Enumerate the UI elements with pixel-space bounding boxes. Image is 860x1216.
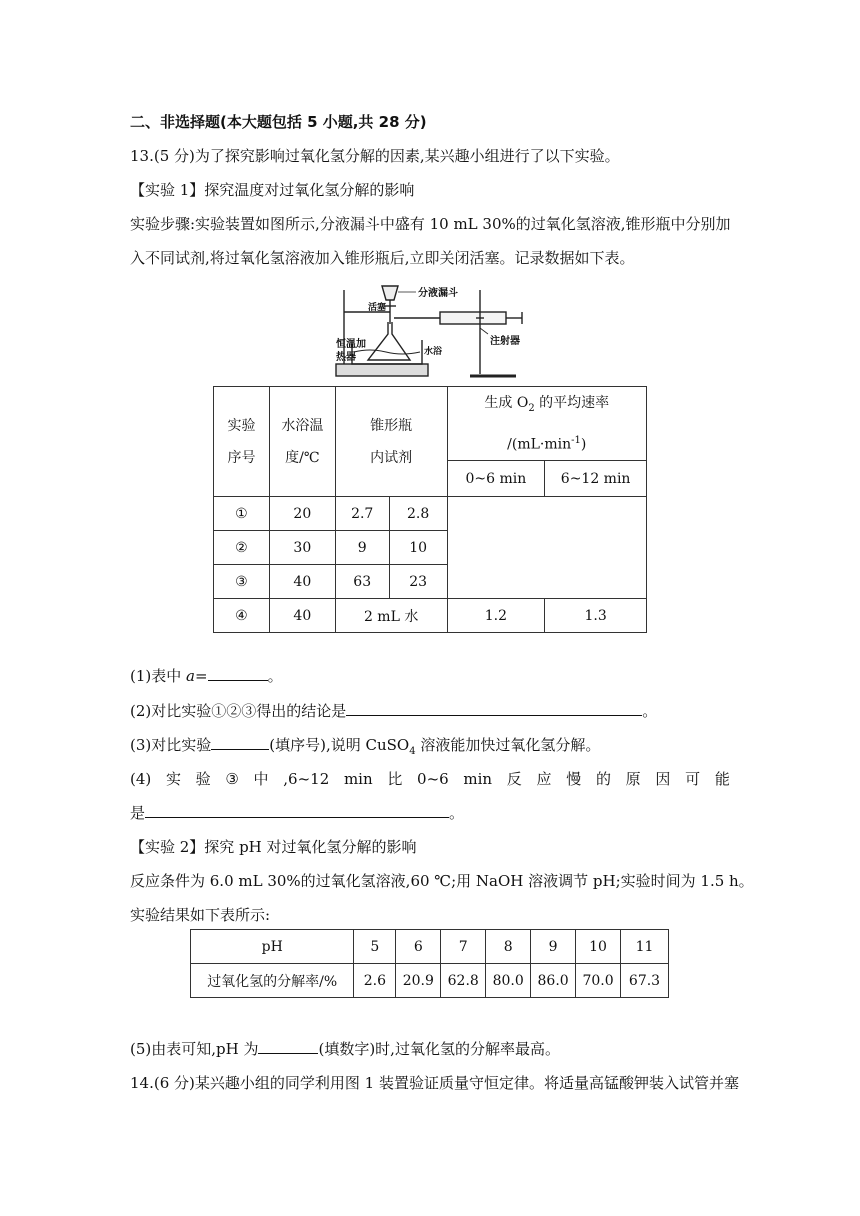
sub-question-5: (5)由表可知,pH 为 (填数字)时,过氧化氢的分解率最高。 <box>130 1040 560 1058</box>
answer-blank[interactable] <box>211 735 269 750</box>
header-time-1: 0~6 min <box>447 461 545 497</box>
sub-question-2: (2)对比实验①②③得出的结论是 。 <box>130 702 658 720</box>
answer-blank[interactable] <box>145 803 449 818</box>
label-water-bath: 水浴 <box>424 347 443 357</box>
exp1-steps-line2: 入不同试剂,将过氧化氢溶液加入锥形瓶后,立即关闭活塞。记录数据如下表。 <box>130 249 635 267</box>
sub-question-4-line2: 是 。 <box>130 804 465 822</box>
table-row: 过氧化氢的分解率/% 2.6 20.9 62.8 80.0 86.0 70.0 67.3 <box>191 964 669 998</box>
section-title: 二、非选择题(本大题包括 5 小题,共 28 分) <box>130 113 427 131</box>
answer-blank[interactable] <box>258 1039 318 1054</box>
header-rate: 生成 $O_2$ 的平均速率 $/(mL\cdot\min^{-1})$ <box>447 387 646 461</box>
header-exp-no: 实验序号 <box>214 387 270 497</box>
header-reagent: 锥形瓶内试剂 <box>335 387 447 497</box>
header-temp: 水浴温度/℃ <box>269 387 335 497</box>
exp2-conditions: 反应条件为 6.0 mL 30%的过氧化氢溶液,60 ℃;用 NaOH 溶液调节 pH;实验时间为 1.5 h。 <box>130 872 754 890</box>
table-row: ③ 40 63 23 <box>214 565 647 599</box>
header-time-2: 6~12 min <box>545 461 647 497</box>
table-row: ① 20 2.7 2.8 <box>214 497 647 531</box>
apparatus-figure <box>330 282 530 382</box>
answer-blank[interactable] <box>208 666 268 681</box>
label-syringe: 注射器 <box>490 336 520 347</box>
exp2-result-intro: 实验结果如下表所示: <box>130 906 271 924</box>
sub-question-4-line1: (4) 实 验 ③ 中 ,6~12 min 比 0~6 min 反 应 慢 的 原 因 可 能 <box>130 770 730 788</box>
sub-question-1: (1)表中 a= 。 <box>130 667 283 685</box>
exp1-title: 【实验 1】探究温度对过氧化氢分解的影响 <box>130 181 415 199</box>
exp1-steps-line1: 实验步骤:实验装置如图所示,分液漏斗中盛有 10 mL 30%的过氧化氢溶液,锥形瓶中分别加 <box>130 215 731 233</box>
label-stopcock: 活塞 <box>368 303 387 313</box>
label-funnel: 分液漏斗 <box>418 288 458 299</box>
table-row: ④ 40 2 mL 水 1.2 1.3 <box>214 599 647 633</box>
q14-intro: 14.(6 分)某兴趣小组的同学利用图 1 装置验证质量守恒定律。将适量高锰酸钾装入试管并塞 <box>130 1074 739 1092</box>
label-heater: 恒温加热器 <box>336 339 366 363</box>
q13-intro: 13.(5 分)为了探究影响过氧化氢分解的因素,某兴趣小组进行了以下实验。 <box>130 147 620 165</box>
table-ph <box>190 929 669 998</box>
sub-question-3: (3)对比实验 (填序号),说明 CuSO$_4$ 溶液能加快过氧化氢分解。 <box>130 736 601 757</box>
table-row: ② 30 9 10 <box>214 531 647 565</box>
table-row: pH 5 6 7 8 9 10 11 <box>191 930 669 964</box>
table-temperature <box>213 386 647 633</box>
exp2-title: 【实验 2】探究 pH 对过氧化氢分解的影响 <box>130 838 417 856</box>
answer-blank[interactable] <box>346 701 642 716</box>
